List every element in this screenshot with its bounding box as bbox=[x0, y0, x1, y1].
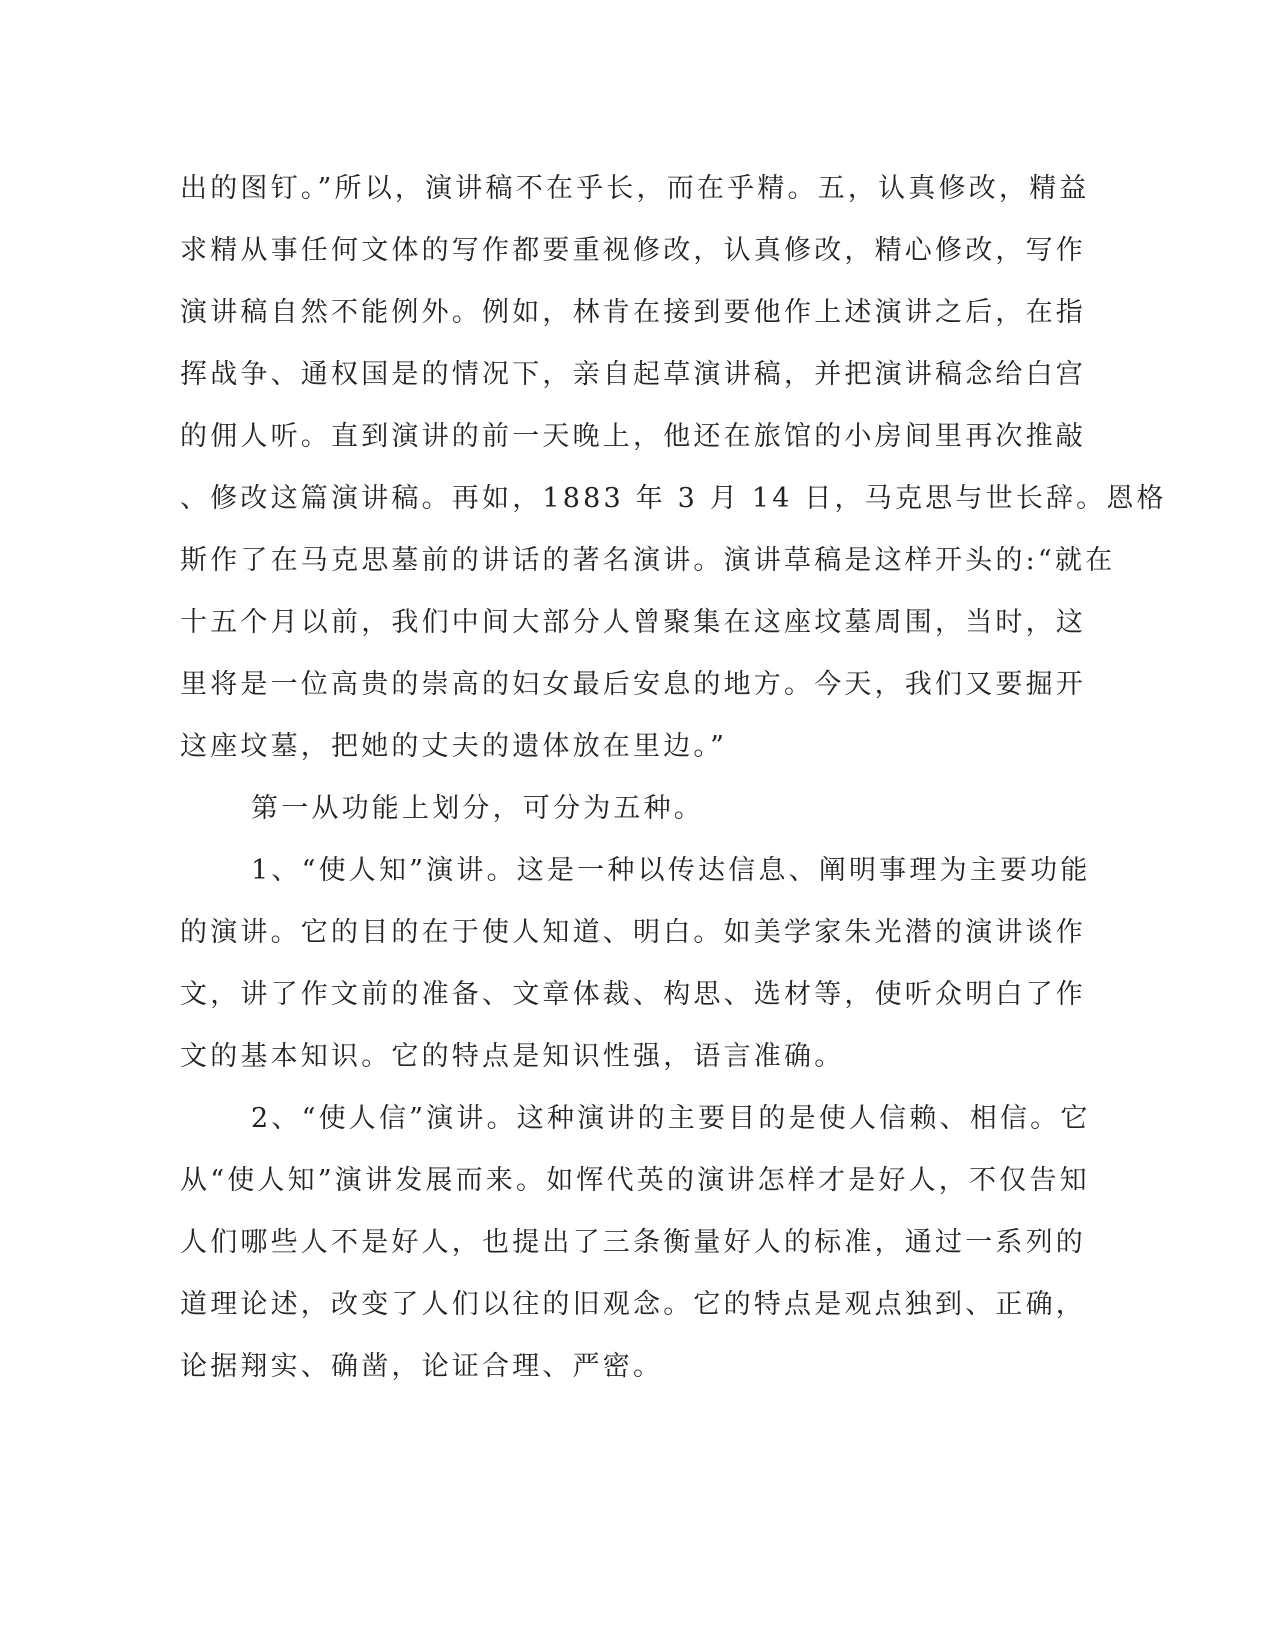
text-line: 第一从功能上划分，可分为五种。 bbox=[251, 793, 704, 824]
paragraph-informative-speech bbox=[180, 840, 1091, 1088]
text-line: 文的基本知识。它的特点是知识性强，语言准确。 bbox=[180, 1041, 845, 1072]
text-line: 人们哪些人不是好人，也提出了三条衡量好人的标准，通过一系列的 bbox=[180, 1227, 1086, 1258]
text-line: 文，讲了作文前的准备、文章体裁、构思、选材等，使听众明白了作 bbox=[180, 979, 1086, 1010]
text-line: 十五个月以前，我们中间大部分人曾聚集在这座坟墓周围，当时，这 bbox=[180, 607, 1086, 638]
text-line: 的演讲。它的目的在于使人知道、明白。如美学家朱光潜的演讲谈作 bbox=[180, 917, 1086, 948]
paragraph-classification-heading bbox=[180, 778, 1030, 840]
text-line: 演讲稿自然不能例外。例如，林肯在接到要他作上述演讲之后，在指 bbox=[180, 297, 1086, 328]
text-line: 从“使人知”演讲发展而来。如恽代英的演讲怎样才是好人，不仅告知 bbox=[180, 1165, 1090, 1196]
text-line: 的佣人听。直到演讲的前一天晚上，他还在旅馆的小房间里再次推敲 bbox=[180, 421, 1086, 452]
text-line: 斯作了在马克思墓前的讲话的著名演讲。演讲草稿是这样开头的:“就在 bbox=[180, 545, 1116, 576]
text-line: 里将是一位高贵的崇高的妇女最后安息的地方。今天，我们又要掘开 bbox=[180, 669, 1086, 700]
text-line: 挥战争、通权国是的情况下，亲自起草演讲稿，并把演讲稿念给白宫 bbox=[180, 359, 1086, 390]
text-line: 论据翔实、确凿，论证合理、严密。 bbox=[180, 1351, 664, 1382]
paragraph-speech-revision bbox=[180, 158, 1167, 778]
text-line: 这座坟墓，把她的丈夫的遗体放在里边。” bbox=[180, 731, 728, 762]
text-line: 、修改这篇演讲稿。再如，1883 年 3 月 14 日，马克思与世长辞。恩格 bbox=[180, 483, 1167, 514]
text-line: 2、“使人信”演讲。这种演讲的主要目的是使人信赖、相信。它 bbox=[251, 1103, 1091, 1134]
text-line: 求精从事任何文体的写作都要重视修改，认真修改，精心修改，写作 bbox=[180, 235, 1086, 266]
text-line: 道理论述，改变了人们以往的旧观念。它的特点是观点独到、正确， bbox=[180, 1289, 1086, 1320]
text-line: 出的图钉。”所以，演讲稿不在乎长，而在乎精。五，认真修改，精益 bbox=[180, 173, 1090, 204]
paragraph-persuasive-speech bbox=[180, 1088, 1091, 1398]
text-line: 1、“使人知”演讲。这是一种以传达信息、阐明事理为主要功能 bbox=[251, 855, 1091, 886]
document-page bbox=[180, 158, 1167, 1398]
